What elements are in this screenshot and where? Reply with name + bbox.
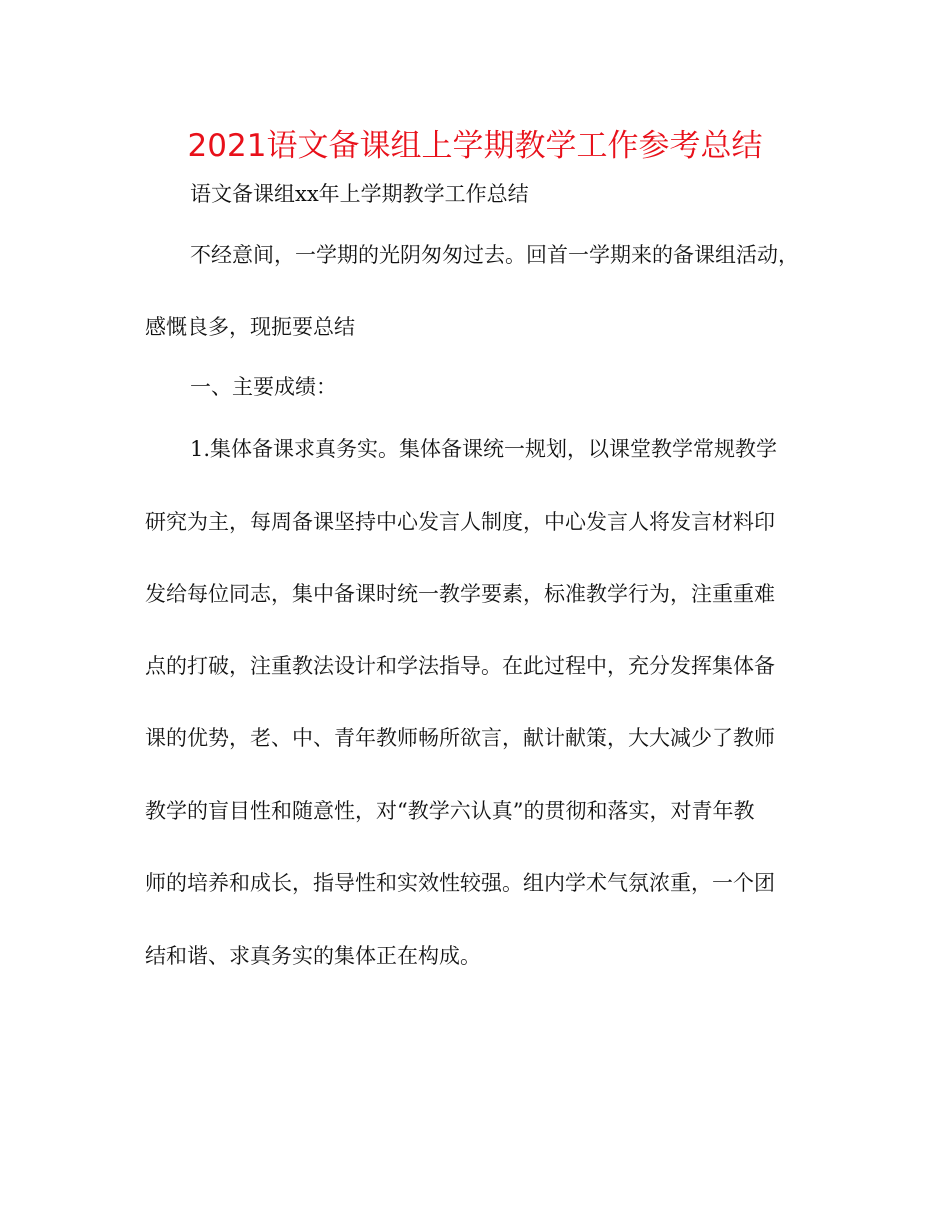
paragraph-line: 教学的盲目性和随意性，对“教学六认真”的贯彻和落实，对青年教 xyxy=(145,799,755,823)
paragraph-line: 1.集体备课求真务实。集体备课统一规划，以课堂教学常规教学 xyxy=(190,437,778,461)
paragraph-line: 研究为主，每周备课坚持中心发言人制度，中心发言人将发言材料印 xyxy=(145,510,775,534)
paragraph-line: 结和谐、求真务实的集体正在构成。 xyxy=(145,944,481,968)
paragraph-line: 师的培养和成长，指导性和实效性较强。组内学术气氛浓重，一个团 xyxy=(145,871,775,895)
paragraph-line: 不经意间，一学期的光阴匆匆过去。回首一学期来的备课组活动， xyxy=(190,243,799,267)
document-title: 2021语文备课组上学期教学工作参考总结 xyxy=(187,128,763,164)
section-heading: 一、主要成绩： xyxy=(190,375,337,399)
subtitle-line: 语文备课组xx年上学期教学工作总结 xyxy=(190,182,529,206)
paragraph-line: 点的打破，注重教法设计和学法指导。在此过程中，充分发挥集体备 xyxy=(145,654,775,678)
paragraph-line: 感慨良多，现扼要总结 xyxy=(145,315,355,339)
paragraph-line: 发给每位同志，集中备课时统一教学要素，标准教学行为，注重重难 xyxy=(145,582,775,606)
paragraph-line: 课的优势，老、中、青年教师畅所欲言，献计献策，大大减少了教师 xyxy=(145,726,775,750)
